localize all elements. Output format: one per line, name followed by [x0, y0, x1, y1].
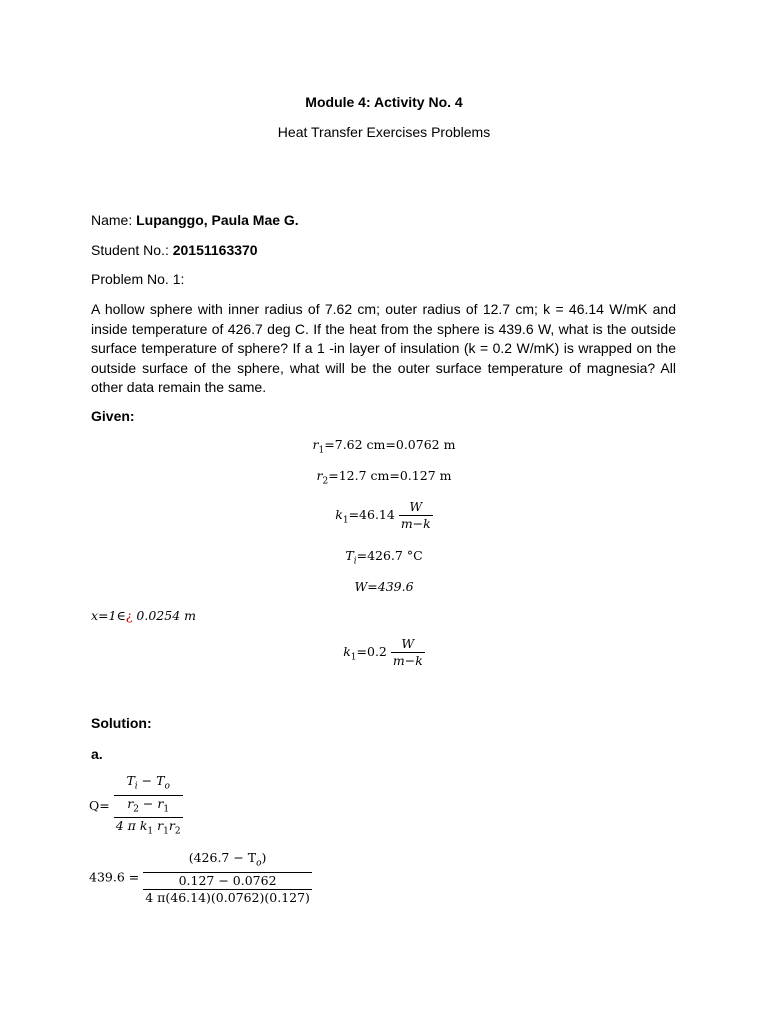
substituted-equation-den-top: 0.127 − 0.0762	[143, 873, 312, 890]
given-k1: $k_1=46.14$ $\frac{W}{m-k}$	[335, 499, 431, 531]
given-k1-fraction-den: m−k	[400, 516, 431, 531]
student-number-label: Student No.:	[91, 242, 169, 258]
substituted-equation-den-bottom: 4 π(46.14)(0.0762)(0.127)	[145, 889, 310, 905]
given-k1-insulation: $k_1=0.2$ $\frac{W}{m-k}$	[343, 636, 423, 668]
name-label: Name:	[91, 212, 133, 228]
given-x	[91, 608, 196, 623]
given-k1-insulation-den: m−k	[392, 653, 423, 668]
given-k1-insulation-fraction	[391, 636, 425, 669]
student-number-line	[91, 242, 258, 258]
problem-label: Problem No. 1:	[91, 271, 185, 287]
q-formula-lhs: Q=	[89, 797, 110, 813]
given-w: W=439.6	[354, 579, 414, 594]
substituted-equation-fraction	[143, 850, 312, 906]
given-r1: $r_1=7.62$ cm=0.0762 m	[312, 437, 456, 456]
given-r1-value: =7.62 cm=0.0762 m	[324, 437, 456, 452]
given-k1-value: =46.14	[348, 507, 395, 522]
given-ti: $T_i=426.7$ °C	[345, 548, 423, 567]
given-x-glyph: ¿	[125, 608, 133, 623]
q-formula-fraction	[114, 773, 183, 840]
given-label: Given:	[91, 408, 135, 424]
q-formula	[89, 773, 183, 840]
given-x-value: 0.0254 m	[132, 608, 196, 623]
substituted-equation-lhs: 439.6 =	[89, 869, 140, 885]
q-formula-den-bottom: 4 π $k_1$ $r_1r_2$	[115, 818, 181, 837]
substituted-equation	[89, 850, 312, 906]
problem-statement: A hollow sphere with inner radius of 7.62 cm; outer radius of 12.7 cm; k = 46.14 W/mK and inside temperature of 426.7 deg C. If the heat from the sphere is 439.6 W, what is the outside surface temperature of sphere? If a 1 -in layer of insulation (k = 0.2 W/mK) is wrapped on the outside surface of the sphere, what will be the outer surface temperature of magnesia? All other data remain the same.	[91, 301, 676, 395]
given-x-lhs: x=1∈	[91, 608, 126, 623]
name-value: Lupanggo, Paula Mae G.	[136, 212, 299, 228]
given-k1-insulation-num: W	[391, 636, 425, 653]
given-k1-fraction	[399, 499, 433, 532]
part-a-label: a.	[91, 746, 103, 762]
given-ti-value: =426.7 °C	[356, 548, 423, 563]
given-k1-insulation-value: =0.2	[356, 644, 387, 659]
name-line	[91, 212, 299, 228]
given-r2: $r_2=12.7$ cm=0.127 m	[316, 468, 452, 487]
q-formula-numerator: $T_i - T_o$	[114, 773, 183, 796]
given-k1-fraction-num: W	[399, 499, 433, 516]
given-r2-value: =12.7 cm=0.127 m	[328, 468, 452, 483]
page-title: Module 4: Activity No. 4	[305, 94, 463, 110]
q-formula-den-top: $r_2 - r_1$	[114, 796, 183, 819]
page-subtitle: Heat Transfer Exercises Problems	[277, 124, 491, 140]
solution-label: Solution:	[91, 715, 152, 731]
student-number-value: 20151163370	[172, 242, 258, 258]
substituted-equation-numerator: $(426.7 - T_o)$	[143, 850, 312, 873]
